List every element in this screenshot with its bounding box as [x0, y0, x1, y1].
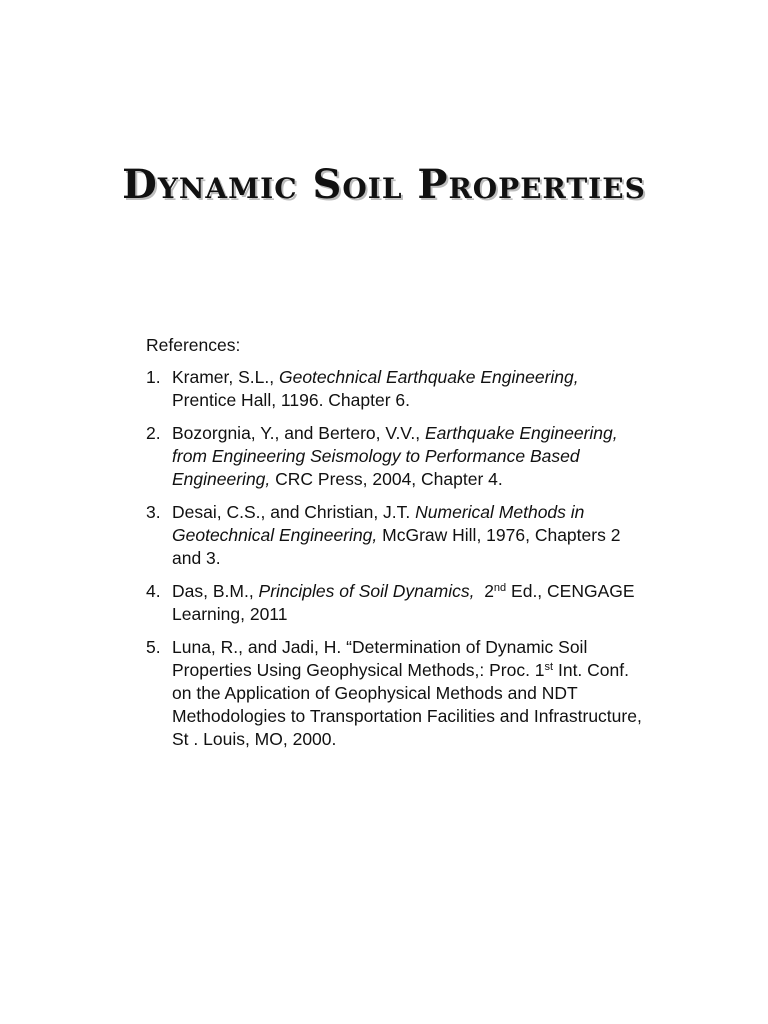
reference-list: [146, 366, 646, 751]
reference-text: [172, 636, 646, 751]
reference-details: Prentice Hall, 1196. Chapter 6.: [172, 390, 411, 410]
reference-number: 1.: [146, 367, 161, 387]
reference-text: [172, 422, 646, 491]
reference-details: CRC Press, 2004, Chapter 4.: [270, 469, 503, 489]
reference-number: 4.: [146, 581, 161, 601]
reference-text: [172, 580, 646, 626]
reference-work-title: Numerical Methods in Geotechnical Engineering,: [172, 502, 585, 545]
reference-item-1: [146, 366, 646, 412]
reference-author: Das, B.M.,: [172, 581, 259, 601]
references-section: [146, 334, 646, 761]
reference-number: 3.: [146, 502, 161, 522]
reference-item-3: [146, 501, 646, 570]
reference-work-title: Principles of Soil Dynamics,: [258, 581, 475, 601]
reference-work-title: Earthquake Engineering, from Engineering Seismology to Performance Based Engineering,: [172, 423, 618, 489]
reference-number: 2.: [146, 423, 161, 443]
reference-item-4: [146, 580, 646, 626]
reference-work-title: Geotechnical Earthquake Engineering,: [278, 367, 579, 387]
reference-number: 5.: [146, 637, 161, 657]
references-heading: References:: [146, 335, 241, 355]
reference-item-5: [146, 636, 646, 751]
reference-text: [172, 366, 646, 412]
reference-item-2: [146, 422, 646, 491]
reference-details: McGraw Hill, 1976, Chapters 2 and 3.: [172, 525, 621, 568]
reference-author: Desai, C.S., and Christian, J.T.: [172, 502, 416, 522]
reference-author: Kramer, S.L.,: [172, 367, 279, 387]
reference-text-after: Int. Conf. on the Application of Geophysical Methods and NDT Methodologies to Transportation Facilities and Infrastructure, St . Louis, MO, 2000.: [172, 660, 642, 749]
reference-text: [172, 501, 646, 570]
reference-text-before: Luna, R., and Jadi, H. “Determination of Dynamic Soil Properties Using Geophysical Methods,: Proc. 1: [172, 637, 588, 680]
reference-edition: 2: [484, 581, 494, 601]
reference-details: Ed., CENGAGE Learning, 2011: [172, 581, 635, 624]
reference-ordinal-suffix: st: [544, 661, 554, 673]
page-title: Dynamic Soil Properties: [122, 161, 646, 208]
reference-edition-suffix: nd: [493, 582, 507, 594]
reference-author: Bozorgnia, Y., and Bertero, V.V.,: [172, 423, 425, 443]
